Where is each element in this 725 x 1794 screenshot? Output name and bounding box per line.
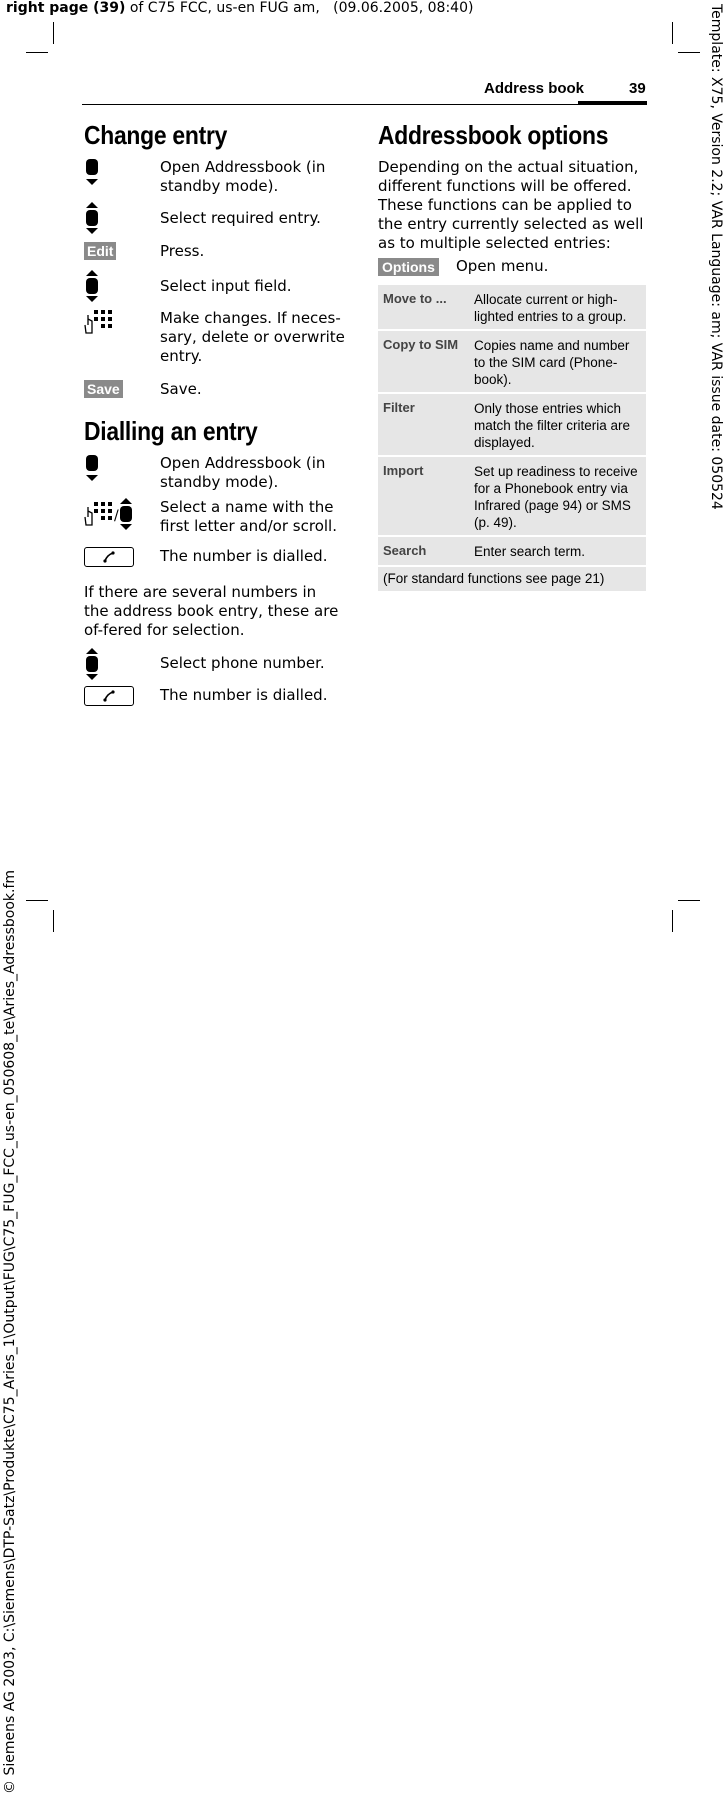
print-header [6,0,473,16]
svg-text:/: / [114,508,119,524]
nav-updown-icon [84,200,100,236]
running-title: Address book [484,80,585,97]
nav-updown-icon [84,646,100,682]
nav-down-icon [84,454,100,482]
option-key: Move to ... [383,291,447,306]
option-desc: Set up readiness to receive for a Phonebook entry via Infrared (page 94) or SMS (p. 49). [474,464,638,530]
options-footer: (For standard functions see page 21) [383,571,605,586]
crop-mark [26,52,48,53]
crop-mark [53,22,54,44]
step-text: Make changes. If neces-sary, delete or overwrite entry. [160,309,345,365]
change-entry-title: Change entry [84,120,228,150]
option-row [378,285,646,331]
step-text: Press. [160,242,205,260]
step-text: Open Addressbook (in standby mode). [160,454,326,491]
step-text: Open Addressbook (in standby mode). [160,158,326,195]
header-rule [82,104,647,105]
save-softkey: Save [84,380,123,398]
option-desc: Enter search term. [474,544,586,559]
step-text: Select required entry. [160,209,321,227]
header-rule-thick [578,101,647,104]
options-softkey: Options [378,258,439,276]
step-text: Select input field. [160,277,292,295]
option-desc: Only those entries which match the filter criteria are displayed. [474,401,631,450]
option-key: Copy to SIM [383,337,459,352]
page-number: 39 [629,80,646,97]
step-text: Select phone number. [160,654,325,672]
step-text: The number is dialled. [160,547,328,565]
options-menu-text: Open menu. [456,257,549,275]
option-row [378,457,646,537]
call-key-icon [84,547,134,567]
options-menu-row [378,257,439,276]
options-title: Addressbook options [378,120,609,150]
option-row [378,394,646,457]
step-text: The number is dialled. [160,686,328,704]
side-template-info: Template: X75, Version 2.2; VAR Language: am; VAR issue date: 050524 [708,4,724,510]
crop-mark [678,900,700,901]
option-row [378,537,646,567]
option-key: Filter [383,400,415,415]
crop-mark [53,910,54,932]
side-copyright: © Siemens AG 2003, C:\Siemens\DTP-Satz\Produkte\C75_Aries_1\Output\FUG\C75_FUG_FCC_us-en_050608_te\Aries_Adressbook.fm [2,869,18,1794]
dialling-title: Dialling an entry [84,416,258,446]
option-desc: Allocate current or high-lighted entries to a group. [474,292,627,324]
print-header-info: of C75 FCC, us-en FUG am, (09.06.2005, 08:40) [125,0,474,16]
options-intro: Depending on the actual situation, different functions will be offered. These functions can be applied to the entry currently selected as well as to multiple selected entries: [378,158,644,252]
step-text: Save. [160,380,202,398]
crop-mark [26,900,48,901]
crop-mark [672,910,673,932]
crop-mark [678,52,700,53]
options-table [378,285,646,593]
keypad-nav-icon [84,496,136,532]
nav-updown-icon [84,268,100,304]
nav-down-icon [84,158,100,186]
options-footer-row [378,567,646,593]
crop-mark [672,22,673,44]
option-desc: Copies name and number to the SIM card (Phone-book). [474,338,630,387]
keypad-icon [84,309,116,335]
edit-softkey: Edit [84,242,116,260]
step-text: Select a name with the first letter and/or scroll. [160,498,337,535]
option-row [378,331,646,394]
option-key: Import [383,463,424,478]
call-key-icon [84,686,134,706]
dialling-paragraph: If there are several numbers in the address book entry, these are of-fered for selection. [84,583,339,639]
option-key: Search [383,543,427,558]
print-header-page: right page (39) [6,0,126,16]
